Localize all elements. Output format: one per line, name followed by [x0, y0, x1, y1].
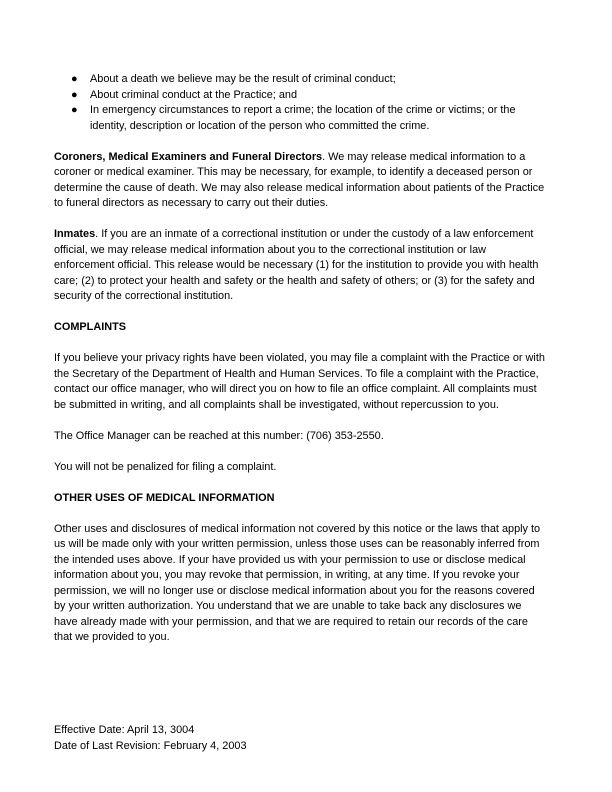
- complaints-paragraph: If you believe your privacy rights have been violated, you may file a complaint with the Practice or with the Secretary of the Department of Health and Human Services. To file a complaint with the Practice, contact our office manager, who will direct you on how to file an office complaint. All complaints must be submitted in writing, and all complaints shall be investigated, without repercussion to you.: [54, 352, 545, 411]
- coroners-heading: Coroners, Medical Examiners and Funeral Directors: [54, 150, 323, 163]
- document-footer: [54, 723, 546, 754]
- other-uses-heading: OTHER USES OF MEDICAL INFORMATION: [54, 491, 275, 504]
- inmates-text: . If you are an inmate of a correctional institution or under the custody of a law enforcement official, we may release medical information about you to the correctional institution or law enforcement official. This release would be necessary (1) for the institution to provide you with health care; (2) to protect your health and safety or the health and safety of others; or (3) for the safety and security of the correctional institution.: [54, 228, 539, 302]
- effective-date: Effective Date: April 13, 3004: [54, 724, 195, 736]
- office-manager-phone: The Office Manager can be reached at this number: (706) 353-2550.: [54, 429, 384, 442]
- complaints-heading: COMPLAINTS: [54, 321, 126, 333]
- other-uses-paragraph: Other uses and disclosures of medical information not covered by this notice or the laws that apply to us will be made only with your written permission, unless those uses can be reasonably inferred from the intended uses above. If your have provided us with your permission to use or disclose medical information about you, you may revoke that permission, in writing, at any time. If you revoke your permission, we will no longer use or disclose medical information about you for the reasons covered by your written authorization. You understand that we are unable to take back any disclosures we have already made with your permission, and that we are required to retain our records of the care that we provided to you.: [54, 522, 541, 643]
- inmates-heading: Inmates: [54, 228, 96, 240]
- coroners-paragraph: [54, 150, 546, 212]
- list-item: [54, 88, 546, 104]
- bullet-text: About a death we believe may be the result of criminal conduct;: [90, 73, 396, 85]
- bullet-text: About criminal conduct at the Practice; and: [90, 88, 298, 101]
- document-body: [54, 72, 546, 646]
- list-item: [54, 72, 546, 88]
- last-revision-date: Date of Last Revision: February 4, 2003: [54, 739, 247, 752]
- coroners-text: . We may release medical information to a coroner or medical examiner. This may be necessary, for example, to identify a deceased person or determine the cause of death. We may also release medical information about patients of the Practice to funeral directors as necessary to carry out their duties.: [54, 150, 545, 209]
- inmates-paragraph: [54, 227, 546, 305]
- list-item: [54, 103, 546, 134]
- bullet-text: In emergency circumstances to report a crime; the location of the crime or victims; or the identity, description or location of the person who committed the crime.: [90, 104, 516, 132]
- bullet-icon: ●: [71, 88, 78, 101]
- bullet-icon: ●: [71, 73, 78, 85]
- bullet-icon: ●: [71, 104, 78, 116]
- no-penalty-statement: You will not be penalized for filing a complaint.: [54, 460, 277, 473]
- disclosure-bullet-list: [54, 72, 546, 134]
